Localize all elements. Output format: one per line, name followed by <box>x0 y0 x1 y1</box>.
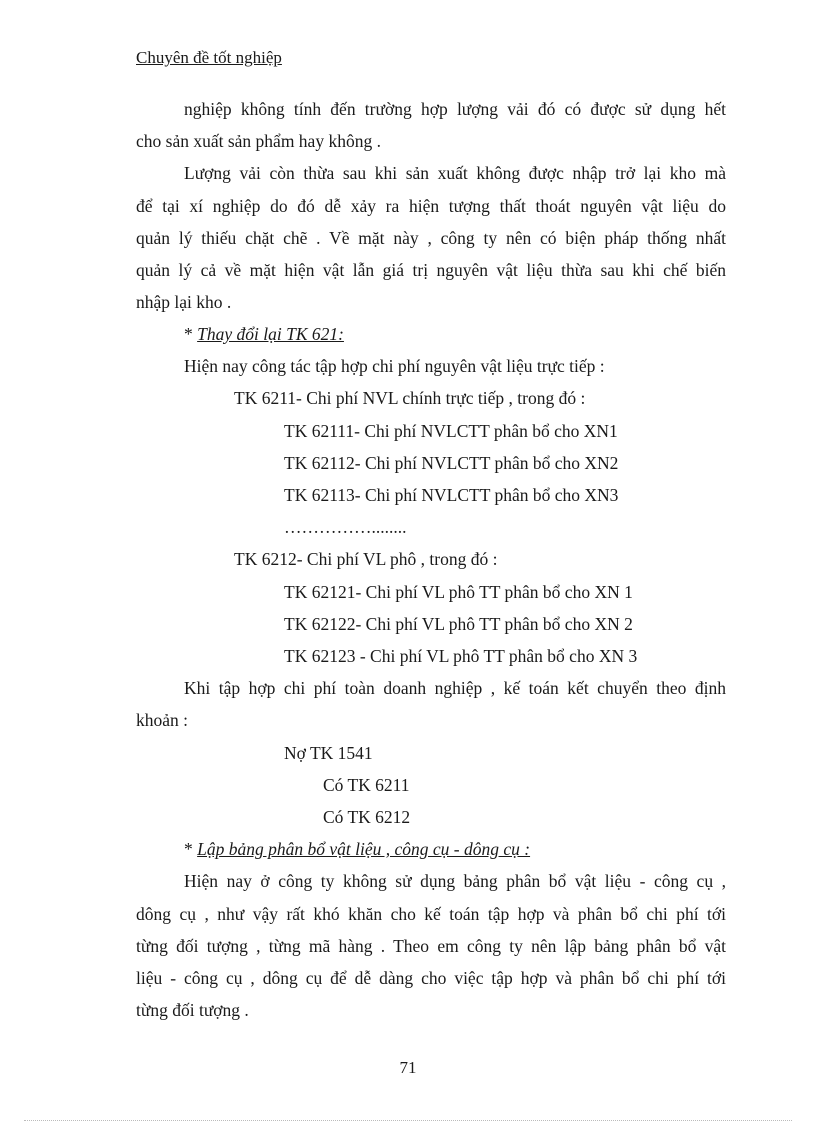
heading-text: Thay đổi lại TK 621: <box>197 324 344 344</box>
body-line: quản lý thiếu chặt chẽ . Về mặt này , công ty nên có biện pháp thống nhất <box>136 228 726 248</box>
section-heading <box>184 323 344 345</box>
journal-credit: Có TK 6211 <box>323 775 410 795</box>
account-line: TK 6211- Chi phí NVL chính trực tiếp , trong đó : <box>234 388 586 408</box>
sub-account-line: TK 62112- Chi phí NVLCTT phân bổ cho XN2 <box>284 453 619 473</box>
ellipsis-line: ……………........ <box>284 517 407 537</box>
body-line: quản lý cả về mặt hiện vật lẫn giá trị nguyên vật liệu thừa sau khi chế biến <box>136 260 726 280</box>
sub-account-line: TK 62123 - Chi phí VL phô TT phân bổ cho XN 3 <box>284 646 638 666</box>
heading-text: Lập bảng phân bổ vật liệu , công cụ - dông cụ : <box>197 839 531 859</box>
body-line: dông cụ , như vậy rất khó khăn cho kế toán tập hợp và phân bổ chi phí tới <box>136 904 726 924</box>
heading-bullet: * <box>184 839 193 859</box>
sub-account-line: TK 62113- Chi phí NVLCTT phân bổ cho XN3 <box>284 485 619 505</box>
body-line: khoản : <box>136 710 189 730</box>
body-line: Hiện nay ở công ty không sử dụng bảng phân bổ vật liệu - công cụ , <box>184 871 726 891</box>
heading-bullet: * <box>184 324 193 344</box>
body-line: nghiệp không tính đến trường hợp lượng vải đó có được sử dụng hết <box>184 99 726 119</box>
sub-account-line: TK 62122- Chi phí VL phô TT phân bổ cho XN 2 <box>284 614 633 634</box>
sub-account-line: TK 62111- Chi phí NVLCTT phân bổ cho XN1 <box>284 421 618 441</box>
footer-divider <box>24 1120 792 1121</box>
page-number: 71 <box>399 1058 417 1077</box>
section-heading <box>184 838 530 860</box>
sub-account-line: TK 62121- Chi phí VL phô TT phân bổ cho XN 1 <box>284 582 633 602</box>
page-header: Chuyên đề tốt nghiệp <box>136 48 282 67</box>
body-line: Khi tập hợp chi phí toàn doanh nghiệp , kế toán kết chuyển theo định <box>184 678 726 698</box>
journal-credit: Có TK 6212 <box>323 807 411 827</box>
body-line: Hiện nay công tác tập hợp chi phí nguyên vật liệu trực tiếp : <box>184 356 605 376</box>
body-line: nhập lại kho . <box>136 292 232 312</box>
body-line: cho sản xuất sản phẩm hay không . <box>136 131 381 151</box>
body-line: liệu - công cụ , dông cụ để dễ dàng cho việc tập hợp và phân bổ chi phí tới <box>136 968 726 988</box>
body-line: Lượng vải còn thừa sau khi sản xuất không được nhập trở lại kho mà <box>184 163 726 183</box>
account-line: TK 6212- Chi phí VL phô , trong đó : <box>234 549 498 569</box>
journal-debit: Nợ TK 1541 <box>284 743 373 763</box>
body-line: từng đối tượng , từng mã hàng . Theo em công ty nên lập bảng phân bổ vật <box>136 936 726 956</box>
body-line: để tại xí nghiệp do đó dễ xảy ra hiện tượng thất thoát nguyên vật liệu do <box>136 196 726 216</box>
body-line: từng đối tượng . <box>136 1000 249 1020</box>
